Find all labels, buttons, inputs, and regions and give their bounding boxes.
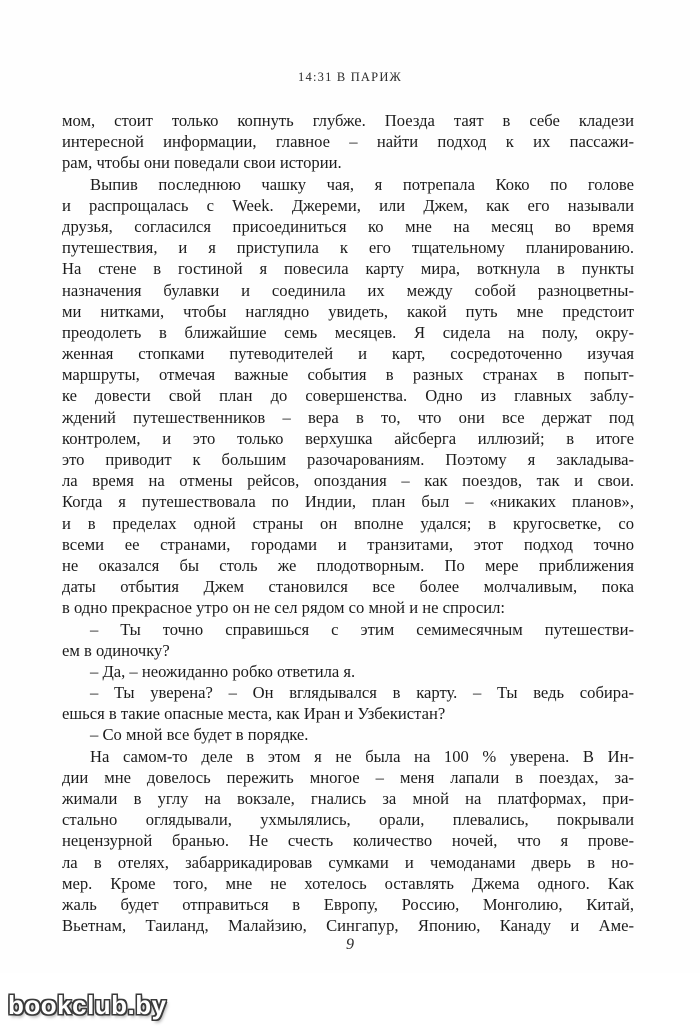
text-line: стально оглядывали, ухмылялись, орали, плевались, покрывали xyxy=(62,810,634,830)
text-line: ешься в такие опасные места, как Иран и Узбекистан? xyxy=(62,704,446,724)
text-line: – Да, – неожиданно робко ответила я. xyxy=(90,661,356,681)
text-line: путешествия, и я приступила к его тщательному планированию. xyxy=(62,238,634,258)
text-line: маршруты, отмечая важные события в разных странах в попыт- xyxy=(62,365,634,385)
text-line: интересной информации, главное – найти подход к их пассажи- xyxy=(62,132,634,152)
text-line: и распрощалась с Week. Джереми, или Джем, как его называли xyxy=(62,195,634,215)
watermark-logo: bookclub.by xyxy=(8,990,167,1020)
text-line: всеми ее странами, городами и транзитами, этот подход точно xyxy=(62,534,634,554)
text-line: Когда я путешествовала по Индии, план был – «никаких планов», xyxy=(62,492,634,512)
text-line: мер. Кроме того, мне не хотелось оставлять Джема одного. Как xyxy=(62,873,634,893)
running-head: 14:31 В ПАРИЖ xyxy=(298,70,402,84)
text-line: преодолеть в ближайшие семь месяцев. Я сидела на полу, окру- xyxy=(62,322,634,342)
body-text xyxy=(62,110,634,936)
text-line: жаль будет отправиться в Европу, Россию, Монголию, Китай, xyxy=(62,894,634,914)
footer-bar xyxy=(0,973,700,1031)
text-line: – Со мной все будет в порядке. xyxy=(90,725,309,745)
text-line: ем в одиночку? xyxy=(62,640,170,660)
text-line: это приводит к большим разочарованиям. Поэтому я закладыва- xyxy=(62,450,634,469)
text-line: и в пределах одной страны он вполне удался; в кругосветке, со xyxy=(62,513,634,533)
text-line: Выпив последнюю чашку чая, я потрепала Коко по голове xyxy=(90,174,634,194)
text-line: ждений путешественников – вера в то, что они все держат под xyxy=(62,407,634,427)
text-line: контролем, и это только верхушка айсберга иллюзий; в итоге xyxy=(62,428,634,448)
text-line: мом, стоит только копнуть глубже. Поезда таят в себе кладези xyxy=(62,111,634,130)
text-line: ла время на отмены рейсов, опоздания – как поездов, так и свои. xyxy=(62,471,634,491)
text-line: не оказался бы столь же плодотворным. По мере приближения xyxy=(62,555,634,575)
text-line: На стене в гостиной я повесила карту мира, воткнула в пункты xyxy=(62,259,634,279)
text-line: ла в отелях, забаррикадировав сумками и чемоданами дверь в но- xyxy=(62,852,634,872)
text-line: нецензурной бранью. Не счесть количество ночей, что я прове- xyxy=(62,831,634,851)
text-line: назначения булавки и соединила их между собой разноцветны- xyxy=(62,280,634,300)
text-line: друзья, согласился присоединиться ко мне на месяц во время xyxy=(62,216,634,236)
page-number: 9 xyxy=(346,936,354,953)
text-line: – Ты уверена? – Он вглядывался в карту. – Ты ведь собира- xyxy=(90,683,634,703)
text-line: ми нитками, чтобы наглядно увидеть, какой путь мне предстоит xyxy=(62,301,634,321)
text-line: – Ты точно справишься с этим семимесячным путешестви- xyxy=(90,619,634,639)
text-line: рам, чтобы они поведали свои истории. xyxy=(62,153,342,173)
text-line: жимали в углу на вокзале, гнались за мной на платформах, при- xyxy=(62,789,634,808)
text-line: На самом-то деле в этом я не была на 100 % уверена. В Ин- xyxy=(90,746,634,766)
text-line: даты отбытия Джем становился все более молчаливым, пока xyxy=(62,577,634,597)
text-line: в одно прекрасное утро он не сел рядом со мной и не спросил: xyxy=(62,598,505,618)
text-line: ке довести свой план до совершенства. Одно из главных заблу- xyxy=(62,386,634,406)
text-line: Вьетнам, Таиланд, Малайзию, Сингапур, Японию, Канаду и Аме- xyxy=(62,916,634,936)
text-line: дии мне довелось пережить многое – меня лапали в поездах, за- xyxy=(62,767,634,787)
text-line: женная стопками путеводителей и карт, сосредоточенно изучая xyxy=(62,344,634,364)
